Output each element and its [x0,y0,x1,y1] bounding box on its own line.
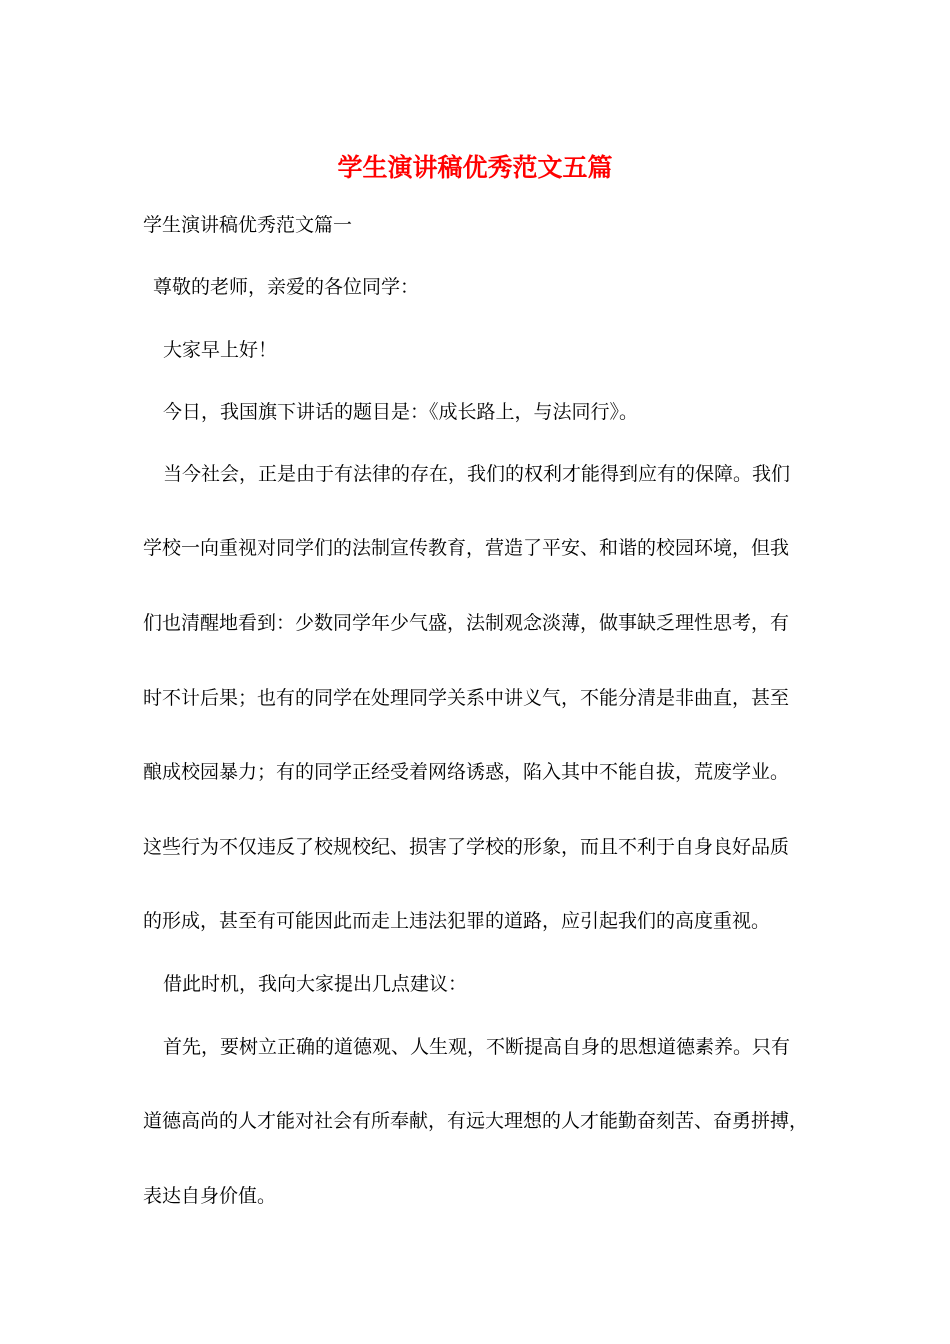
paragraph-line: 学校一向重视对同学们的法制宣传教育，营造了平安、和谐的校园环境，但我 [143,537,790,559]
paragraph-line: 酿成校园暴力；有的同学正经受着网络诱惑，陷入其中不能自拔，荒废学业。 [143,761,790,783]
salutation: 大家早上好！ [163,339,278,361]
paragraph-line: 的形成，甚至有可能因此而走上违法犯罪的道路，应引起我们的高度重视。 [143,910,771,932]
document-title: 学生演讲稿优秀范文五篇 [337,153,613,182]
paragraph-line: 道德高尚的人才能对社会有所奉献，有远大理想的人才能勤奋刻苦、奋勇拼搏， [143,1110,809,1132]
paragraph-line: 借此时机，我向大家提出几点建议： [163,973,468,995]
paragraph-line: 首先，要树立正确的道德观、人生观，不断提高自身的思想道德素养。只有 [163,1036,791,1058]
section-heading: 学生演讲稿优秀范文篇一 [143,214,353,236]
intro-line: 今日，我国旗下讲话的题目是：《成长路上，与法同行》。 [163,401,639,423]
paragraph-line: 当今社会，正是由于有法律的存在，我们的权利才能得到应有的保障。我们 [163,463,791,485]
paragraph-line: 时不计后果；也有的同学在处理同学关系中讲义气，不能分清是非曲直，甚至 [143,687,790,709]
paragraph-line: 表达自身价值。 [143,1185,277,1207]
greeting: 尊敬的老师，亲爱的各位同学： [153,276,420,298]
paragraph-line: 这些行为不仅违反了校规校纪、损害了学校的形象，而且不利于自身良好品质 [143,836,790,858]
paragraph-line: 们也清醒地看到：少数同学年少气盛，法制观念淡薄，做事缺乏理性思考，有 [143,612,790,634]
